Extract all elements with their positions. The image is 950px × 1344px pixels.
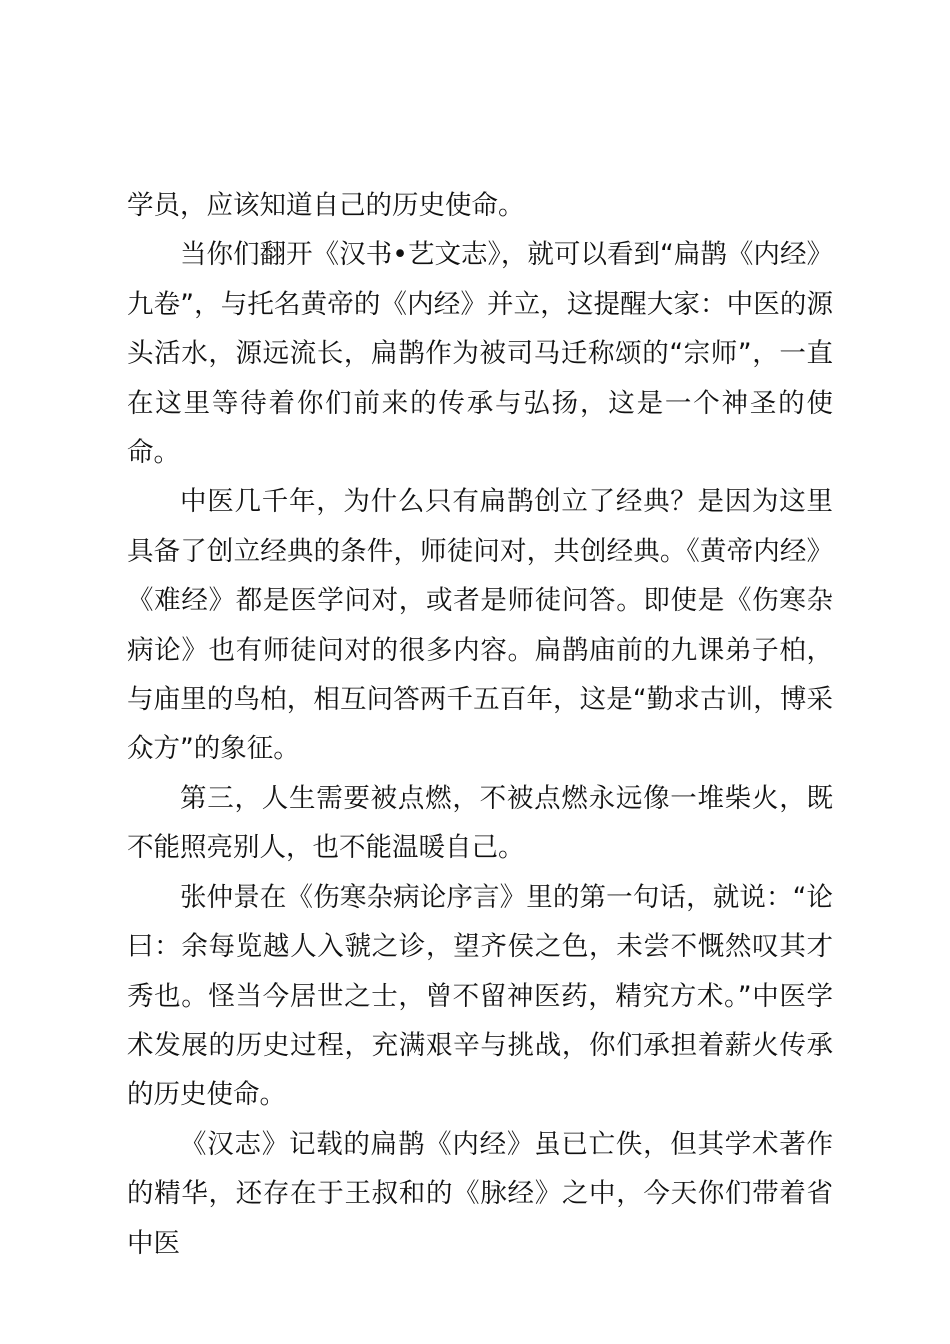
body-text [127, 181, 833, 1268]
paragraph-hanzhi: 《汉志》记载的扁鹊《内经》虽已亡佚，但其学术著作的精华，还存在于王叔和的《脉经》之中，今天你们带着省中医 [127, 1128, 833, 1259]
paragraph-third-point: 第三，人生需要被点燃，不被点燃永远像一堆柴火，既不能照亮别人，也不能温暖自己。 [127, 782, 833, 864]
paragraph-hanshu: 当你们翻开《汉书•艺文志》，就可以看到“扁鹊《内经》九卷”，与托名黄帝的《内经》并立，这提醒大家：中医的源头活水，源远流长，扁鹊作为被司马迁称颂的“宗师”，一直在这里等待着你们前来的传承与弘扬，这是一个神圣的使命。 [127, 239, 833, 469]
paragraph-classics: 中医几千年，为什么只有扁鹊创立了经典？是因为这里具备了创立经典的条件，师徒问对，共创经典。《黄帝内经》《难经》都是医学问对，或者是师徒问答。即使是《伤寒杂病论》也有师徒问对的很多内容。扁鹊庙前的九课弟子柏，与庙里的鸟柏，相互问答两千五百年，这是“勤求古训，博采众方”的象征。 [127, 486, 833, 765]
paragraph-continuation: 学员，应该知道自己的历史使命。 [127, 190, 525, 221]
paragraph-zhang-zhongjing: 张仲景在《伤寒杂病论序言》里的第一句话，就说：“论曰：余每览越人入虢之诊，望齐侯之色，未尝不慨然叹其才秀也。怪当今居世之士，曾不留神医药，精究方术。”中医学术发展的历史过程，充满艰辛与挑战，你们承担着薪火传承的历史使命。 [127, 881, 833, 1111]
